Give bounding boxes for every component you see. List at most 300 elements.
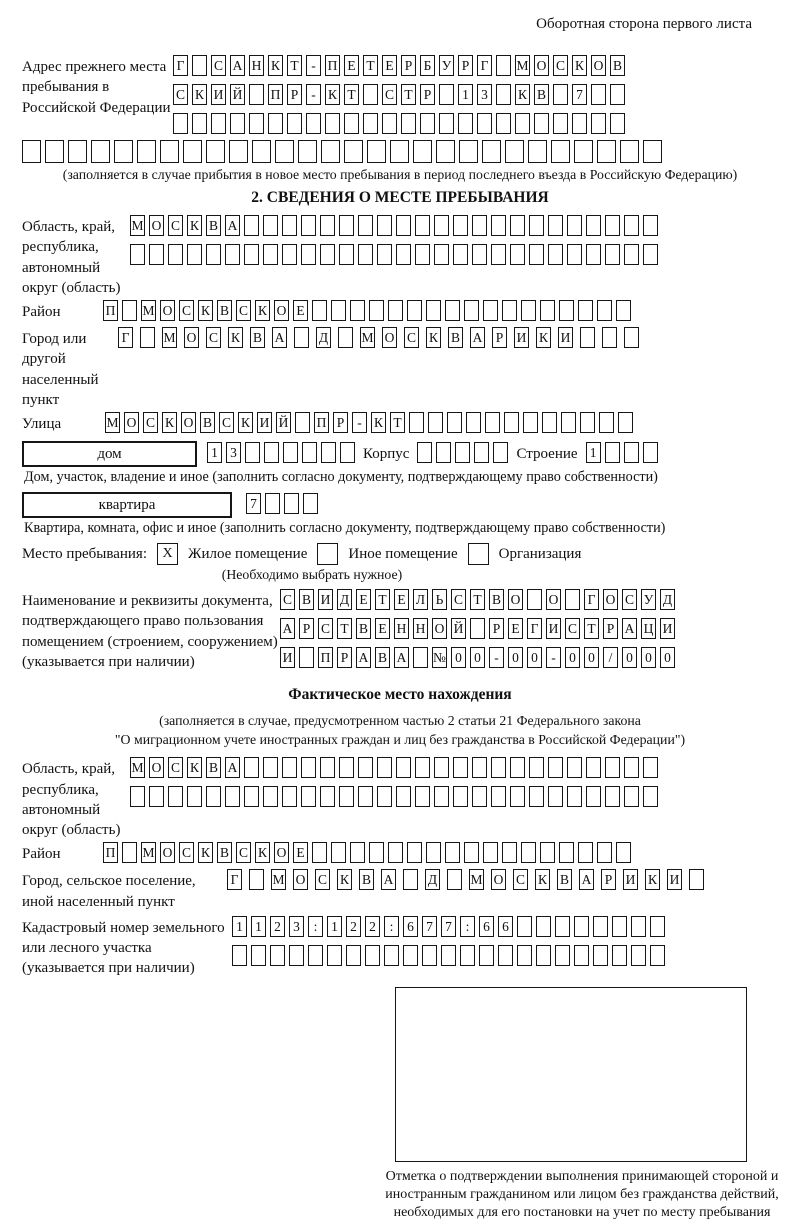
char-box[interactable] <box>529 244 544 265</box>
char-box[interactable]: М <box>141 300 156 321</box>
char-box[interactable]: А <box>230 55 245 76</box>
char-box[interactable]: Т <box>363 55 378 76</box>
char-box[interactable] <box>321 442 336 463</box>
char-box[interactable] <box>643 244 658 265</box>
char-box[interactable]: С <box>236 842 251 863</box>
char-box[interactable]: Г <box>527 618 542 639</box>
char-box[interactable]: Р <box>299 618 314 639</box>
char-box[interactable] <box>650 916 665 937</box>
char-box[interactable]: О <box>149 757 164 778</box>
char-box[interactable] <box>540 842 555 863</box>
char-box[interactable] <box>439 84 454 105</box>
char-box[interactable] <box>502 842 517 863</box>
char-box[interactable] <box>289 945 304 966</box>
char-box[interactable]: С <box>236 300 251 321</box>
char-box[interactable]: И <box>257 412 272 433</box>
char-box[interactable]: Р <box>333 412 348 433</box>
char-box[interactable]: 1 <box>586 442 601 463</box>
char-box[interactable] <box>574 945 589 966</box>
char-box[interactable] <box>548 244 563 265</box>
char-box[interactable]: В <box>217 842 232 863</box>
char-box[interactable] <box>567 244 582 265</box>
char-box[interactable] <box>447 869 462 890</box>
char-box[interactable] <box>338 327 353 348</box>
char-box[interactable] <box>263 215 278 236</box>
char-box[interactable]: Д <box>337 589 352 610</box>
char-box[interactable] <box>302 442 317 463</box>
char-box[interactable] <box>578 842 593 863</box>
char-box[interactable] <box>536 945 551 966</box>
char-box[interactable] <box>591 113 606 134</box>
char-box[interactable]: И <box>558 327 573 348</box>
char-box[interactable]: - <box>352 412 367 433</box>
char-box[interactable]: В <box>356 618 371 639</box>
char-box[interactable]: А <box>622 618 637 639</box>
char-box[interactable] <box>369 300 384 321</box>
char-box[interactable] <box>244 215 259 236</box>
checkbox-zhiloe[interactable]: X <box>157 543 178 565</box>
char-box[interactable] <box>466 412 481 433</box>
char-box[interactable] <box>160 140 179 163</box>
char-box[interactable] <box>301 215 316 236</box>
char-box[interactable]: К <box>572 55 587 76</box>
char-box[interactable] <box>358 786 373 807</box>
char-box[interactable] <box>474 442 489 463</box>
char-box[interactable]: В <box>448 327 463 348</box>
char-box[interactable] <box>417 442 432 463</box>
char-box[interactable]: 1 <box>232 916 247 937</box>
char-box[interactable]: А <box>225 757 240 778</box>
char-box[interactable]: К <box>238 412 253 433</box>
char-box[interactable] <box>283 442 298 463</box>
char-box[interactable] <box>498 945 513 966</box>
char-box[interactable]: П <box>268 84 283 105</box>
char-box[interactable] <box>515 113 530 134</box>
char-box[interactable] <box>510 244 525 265</box>
char-box[interactable] <box>282 244 297 265</box>
char-box[interactable] <box>407 842 422 863</box>
char-box[interactable] <box>580 412 595 433</box>
char-box[interactable]: П <box>314 412 329 433</box>
char-box[interactable] <box>301 786 316 807</box>
char-box[interactable]: В <box>375 647 390 668</box>
char-box[interactable]: 0 <box>451 647 466 668</box>
char-box[interactable] <box>689 869 704 890</box>
char-box[interactable]: К <box>255 842 270 863</box>
char-box[interactable]: К <box>268 55 283 76</box>
char-box[interactable] <box>510 786 525 807</box>
char-box[interactable]: О <box>382 327 397 348</box>
char-box[interactable] <box>434 215 449 236</box>
char-box[interactable] <box>464 300 479 321</box>
char-box[interactable] <box>586 757 601 778</box>
char-box[interactable]: И <box>318 589 333 610</box>
char-box[interactable] <box>192 55 207 76</box>
char-box[interactable]: 6 <box>498 916 513 937</box>
char-box[interactable]: С <box>179 842 194 863</box>
char-box[interactable] <box>602 327 617 348</box>
char-box[interactable] <box>331 842 346 863</box>
char-box[interactable] <box>396 244 411 265</box>
char-box[interactable]: О <box>181 412 196 433</box>
char-box[interactable] <box>578 300 593 321</box>
char-box[interactable] <box>502 300 517 321</box>
char-box[interactable]: С <box>219 412 234 433</box>
char-box[interactable] <box>534 113 549 134</box>
char-box[interactable] <box>574 140 593 163</box>
char-box[interactable] <box>206 244 221 265</box>
char-box[interactable] <box>650 945 665 966</box>
char-box[interactable] <box>479 945 494 966</box>
char-box[interactable] <box>434 244 449 265</box>
char-box[interactable]: В <box>557 869 572 890</box>
char-box[interactable]: - <box>489 647 504 668</box>
char-box[interactable]: О <box>124 412 139 433</box>
char-box[interactable]: А <box>579 869 594 890</box>
char-box[interactable] <box>264 442 279 463</box>
char-box[interactable]: Т <box>584 618 599 639</box>
char-box[interactable] <box>114 140 133 163</box>
char-box[interactable]: С <box>382 84 397 105</box>
char-box[interactable]: К <box>325 84 340 105</box>
char-box[interactable]: К <box>228 327 243 348</box>
char-box[interactable] <box>553 113 568 134</box>
char-box[interactable]: Е <box>344 55 359 76</box>
char-box[interactable] <box>298 140 317 163</box>
char-box[interactable] <box>536 916 551 937</box>
char-box[interactable]: А <box>272 327 287 348</box>
char-box[interactable] <box>496 113 511 134</box>
char-box[interactable]: 0 <box>622 647 637 668</box>
char-box[interactable]: Е <box>375 618 390 639</box>
char-box[interactable] <box>510 757 525 778</box>
char-box[interactable] <box>22 140 41 163</box>
char-box[interactable] <box>523 412 538 433</box>
char-box[interactable]: О <box>603 589 618 610</box>
char-box[interactable] <box>472 215 487 236</box>
char-box[interactable] <box>586 786 601 807</box>
char-box[interactable] <box>565 589 580 610</box>
char-box[interactable] <box>441 945 456 966</box>
char-box[interactable] <box>420 113 435 134</box>
char-box[interactable]: О <box>508 589 523 610</box>
char-box[interactable] <box>455 442 470 463</box>
char-box[interactable] <box>491 786 506 807</box>
char-box[interactable]: С <box>622 589 637 610</box>
char-box[interactable] <box>384 945 399 966</box>
char-box[interactable] <box>610 84 625 105</box>
char-box[interactable] <box>377 215 392 236</box>
char-box[interactable] <box>618 412 633 433</box>
char-box[interactable]: Т <box>375 589 390 610</box>
char-box[interactable] <box>149 786 164 807</box>
char-box[interactable] <box>249 113 264 134</box>
char-box[interactable] <box>496 55 511 76</box>
char-box[interactable] <box>413 647 428 668</box>
char-box[interactable]: К <box>255 300 270 321</box>
char-box[interactable]: 2 <box>270 916 285 937</box>
char-box[interactable] <box>597 842 612 863</box>
char-box[interactable] <box>211 113 226 134</box>
char-box[interactable]: 7 <box>572 84 587 105</box>
char-box[interactable] <box>555 916 570 937</box>
char-box[interactable]: 2 <box>365 916 380 937</box>
char-box[interactable]: 0 <box>508 647 523 668</box>
char-box[interactable]: С <box>565 618 580 639</box>
char-box[interactable]: / <box>603 647 618 668</box>
char-box[interactable] <box>350 300 365 321</box>
char-box[interactable] <box>483 300 498 321</box>
char-box[interactable]: К <box>426 327 441 348</box>
char-box[interactable] <box>168 244 183 265</box>
char-box[interactable] <box>505 140 524 163</box>
char-box[interactable] <box>358 215 373 236</box>
char-box[interactable] <box>580 327 595 348</box>
char-box[interactable]: 3 <box>477 84 492 105</box>
char-box[interactable] <box>491 244 506 265</box>
char-box[interactable] <box>521 842 536 863</box>
char-box[interactable] <box>510 215 525 236</box>
char-box[interactable]: Б <box>420 55 435 76</box>
char-box[interactable] <box>367 140 386 163</box>
char-box[interactable] <box>306 113 321 134</box>
char-box[interactable] <box>464 842 479 863</box>
char-box[interactable] <box>407 300 422 321</box>
char-box[interactable]: Т <box>470 589 485 610</box>
char-box[interactable] <box>620 140 639 163</box>
char-box[interactable] <box>567 786 582 807</box>
char-box[interactable] <box>426 842 441 863</box>
char-box[interactable] <box>137 140 156 163</box>
char-box[interactable]: С <box>173 84 188 105</box>
char-box[interactable] <box>320 244 335 265</box>
char-box[interactable]: Т <box>337 618 352 639</box>
char-box[interactable] <box>225 786 240 807</box>
char-box[interactable] <box>624 442 639 463</box>
char-box[interactable]: 2 <box>346 916 361 937</box>
char-box[interactable]: 1 <box>251 916 266 937</box>
char-box[interactable]: И <box>667 869 682 890</box>
char-box[interactable] <box>363 84 378 105</box>
char-box[interactable]: М <box>130 757 145 778</box>
char-box[interactable]: Е <box>356 589 371 610</box>
char-box[interactable] <box>268 113 283 134</box>
char-box[interactable] <box>140 327 155 348</box>
char-box[interactable] <box>551 140 570 163</box>
char-box[interactable] <box>643 215 658 236</box>
char-box[interactable] <box>445 842 460 863</box>
char-box[interactable]: О <box>491 869 506 890</box>
char-box[interactable] <box>249 84 264 105</box>
char-box[interactable] <box>528 140 547 163</box>
char-box[interactable]: В <box>610 55 625 76</box>
char-box[interactable]: Ц <box>641 618 656 639</box>
char-box[interactable] <box>270 945 285 966</box>
char-box[interactable] <box>265 493 280 514</box>
char-box[interactable] <box>529 215 544 236</box>
char-box[interactable] <box>403 869 418 890</box>
char-box[interactable]: К <box>198 300 213 321</box>
char-box[interactable] <box>643 786 658 807</box>
char-box[interactable]: Н <box>394 618 409 639</box>
char-box[interactable] <box>244 244 259 265</box>
char-box[interactable] <box>282 786 297 807</box>
char-box[interactable]: В <box>206 757 221 778</box>
char-box[interactable] <box>548 757 563 778</box>
char-box[interactable] <box>346 945 361 966</box>
char-box[interactable]: А <box>394 647 409 668</box>
char-box[interactable] <box>344 113 359 134</box>
char-box[interactable]: Р <box>458 55 473 76</box>
char-box[interactable] <box>459 140 478 163</box>
char-box[interactable] <box>232 945 247 966</box>
char-box[interactable] <box>491 757 506 778</box>
char-box[interactable]: 7 <box>441 916 456 937</box>
char-box[interactable]: К <box>536 327 551 348</box>
char-box[interactable] <box>521 300 536 321</box>
char-box[interactable]: Г <box>584 589 599 610</box>
char-box[interactable]: К <box>192 84 207 105</box>
char-box[interactable] <box>527 589 542 610</box>
char-box[interactable] <box>605 215 620 236</box>
char-box[interactable] <box>586 215 601 236</box>
char-box[interactable] <box>624 786 639 807</box>
char-box[interactable] <box>325 113 340 134</box>
char-box[interactable] <box>477 113 492 134</box>
char-box[interactable] <box>415 786 430 807</box>
char-box[interactable]: С <box>315 869 330 890</box>
char-box[interactable]: Т <box>287 55 302 76</box>
char-box[interactable] <box>553 84 568 105</box>
char-box[interactable] <box>453 215 468 236</box>
char-box[interactable] <box>401 113 416 134</box>
char-box[interactable] <box>605 757 620 778</box>
char-box[interactable] <box>415 757 430 778</box>
char-box[interactable]: М <box>360 327 375 348</box>
char-box[interactable] <box>251 945 266 966</box>
char-box[interactable] <box>339 757 354 778</box>
char-box[interactable] <box>183 140 202 163</box>
char-box[interactable] <box>91 140 110 163</box>
char-box[interactable]: П <box>325 55 340 76</box>
char-box[interactable] <box>344 140 363 163</box>
char-box[interactable] <box>631 916 646 937</box>
char-box[interactable] <box>605 442 620 463</box>
char-box[interactable]: Ь <box>432 589 447 610</box>
char-box[interactable]: Р <box>601 869 616 890</box>
char-box[interactable] <box>491 215 506 236</box>
char-box[interactable] <box>517 916 532 937</box>
char-box[interactable] <box>643 442 658 463</box>
char-box[interactable]: У <box>641 589 656 610</box>
char-box[interactable]: 0 <box>584 647 599 668</box>
char-box[interactable]: Й <box>276 412 291 433</box>
char-box[interactable]: - <box>546 647 561 668</box>
char-box[interactable] <box>244 757 259 778</box>
char-box[interactable] <box>453 244 468 265</box>
char-box[interactable] <box>327 945 342 966</box>
char-box[interactable] <box>130 244 145 265</box>
char-box[interactable] <box>559 300 574 321</box>
char-box[interactable] <box>472 244 487 265</box>
char-box[interactable] <box>504 412 519 433</box>
char-box[interactable] <box>388 842 403 863</box>
char-box[interactable]: Т <box>344 84 359 105</box>
char-box[interactable]: У <box>439 55 454 76</box>
char-box[interactable] <box>409 412 424 433</box>
char-box[interactable]: - <box>306 55 321 76</box>
char-box[interactable] <box>616 300 631 321</box>
char-box[interactable] <box>245 442 260 463</box>
char-box[interactable] <box>593 945 608 966</box>
char-box[interactable] <box>230 113 245 134</box>
char-box[interactable]: В <box>217 300 232 321</box>
char-box[interactable] <box>130 786 145 807</box>
char-box[interactable] <box>263 757 278 778</box>
char-box[interactable] <box>252 140 271 163</box>
char-box[interactable] <box>624 244 639 265</box>
char-box[interactable]: О <box>274 842 289 863</box>
char-box[interactable]: 7 <box>246 493 261 514</box>
char-box[interactable]: К <box>337 869 352 890</box>
char-box[interactable]: А <box>356 647 371 668</box>
char-box[interactable]: К <box>187 757 202 778</box>
char-box[interactable] <box>312 300 327 321</box>
char-box[interactable] <box>301 244 316 265</box>
char-box[interactable]: И <box>546 618 561 639</box>
char-box[interactable]: Е <box>382 55 397 76</box>
char-box[interactable]: Д <box>316 327 331 348</box>
char-box[interactable] <box>320 786 335 807</box>
char-box[interactable] <box>390 140 409 163</box>
char-box[interactable] <box>168 786 183 807</box>
char-box[interactable]: В <box>359 869 374 890</box>
checkbox-organizaciya[interactable] <box>468 543 489 565</box>
char-box[interactable] <box>593 916 608 937</box>
char-box[interactable] <box>436 442 451 463</box>
char-box[interactable] <box>605 244 620 265</box>
char-box[interactable] <box>320 757 335 778</box>
char-box[interactable]: А <box>470 327 485 348</box>
char-box[interactable] <box>586 244 601 265</box>
char-box[interactable]: 1 <box>207 442 222 463</box>
char-box[interactable]: М <box>271 869 286 890</box>
char-box[interactable]: М <box>515 55 530 76</box>
char-box[interactable] <box>295 412 310 433</box>
char-box[interactable] <box>377 786 392 807</box>
char-box[interactable] <box>396 786 411 807</box>
char-box[interactable] <box>396 757 411 778</box>
dom-type-field[interactable]: дом <box>22 441 197 467</box>
char-box[interactable] <box>529 786 544 807</box>
char-box[interactable] <box>308 945 323 966</box>
char-box[interactable]: Г <box>477 55 492 76</box>
char-box[interactable] <box>339 244 354 265</box>
char-box[interactable]: М <box>105 412 120 433</box>
char-box[interactable] <box>434 757 449 778</box>
char-box[interactable] <box>282 215 297 236</box>
char-box[interactable] <box>244 786 259 807</box>
char-box[interactable]: П <box>103 300 118 321</box>
char-box[interactable]: Д <box>660 589 675 610</box>
char-box[interactable]: Й <box>230 84 245 105</box>
char-box[interactable] <box>301 757 316 778</box>
char-box[interactable]: М <box>130 215 145 236</box>
char-box[interactable]: 0 <box>641 647 656 668</box>
char-box[interactable] <box>284 493 299 514</box>
char-box[interactable]: М <box>469 869 484 890</box>
char-box[interactable]: Е <box>508 618 523 639</box>
